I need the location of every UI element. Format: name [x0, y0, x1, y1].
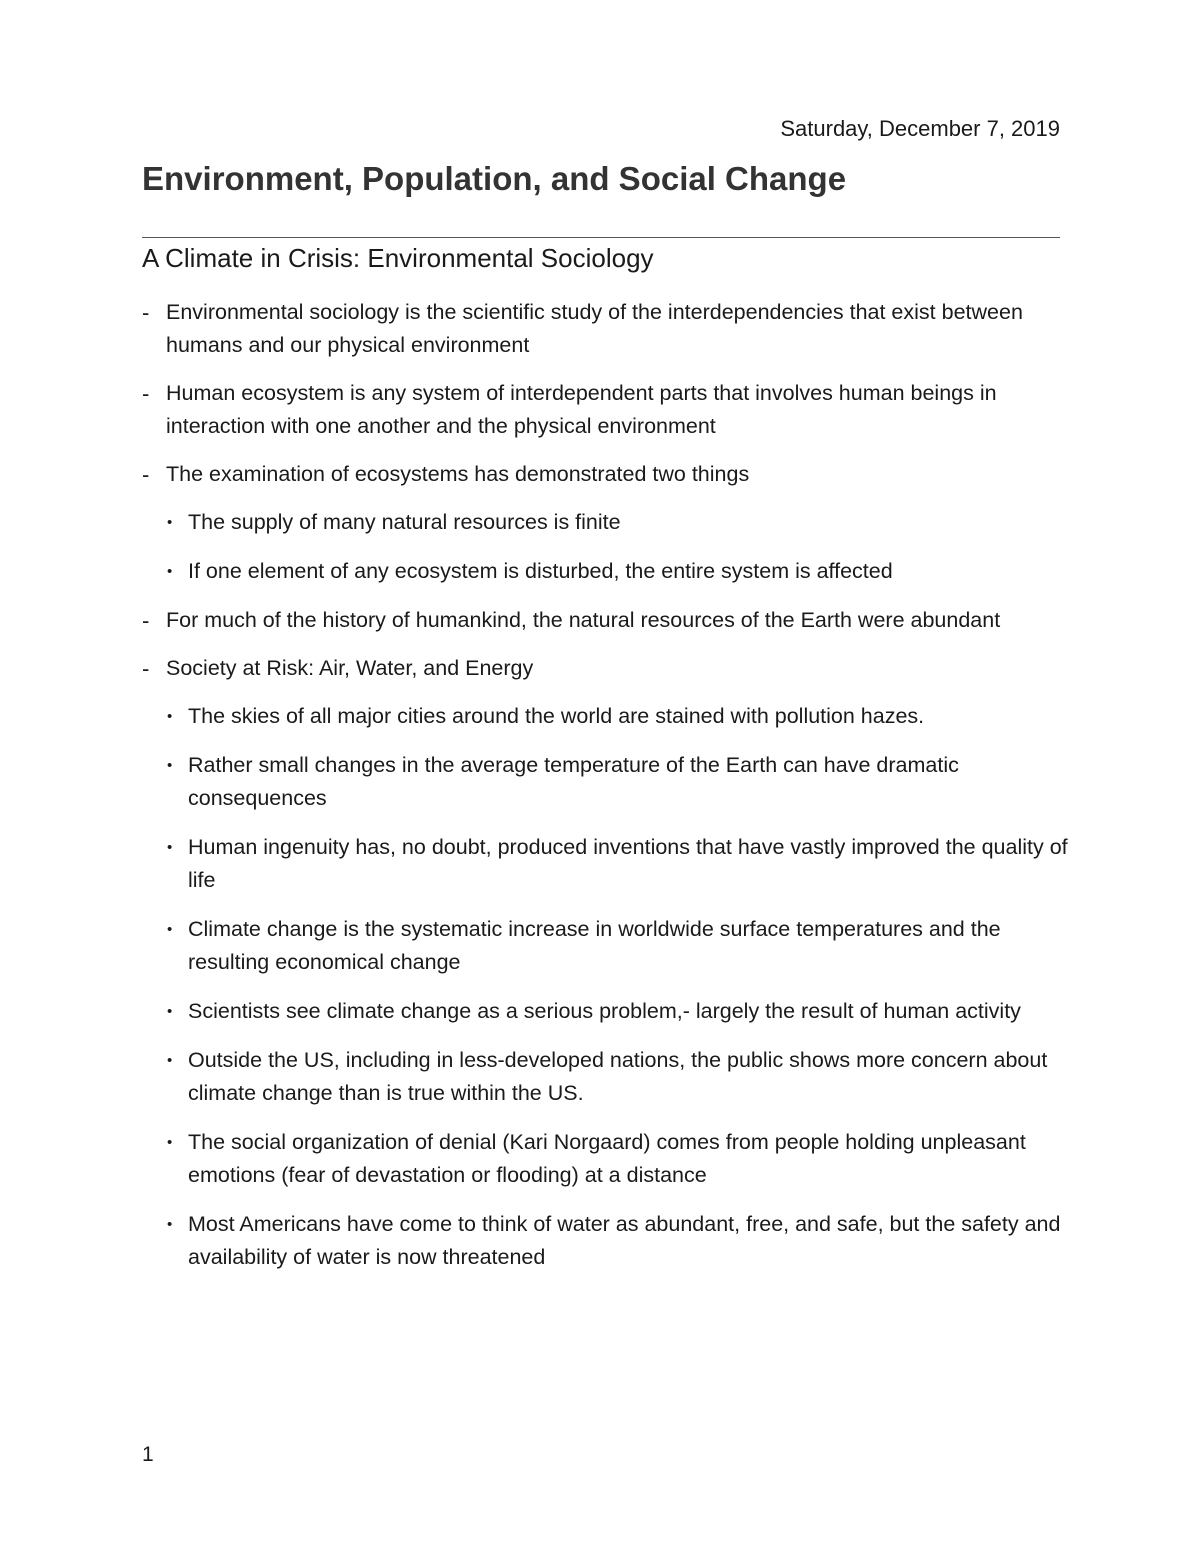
- outline-subitem: [142, 555, 1072, 588]
- outline-subitem: [142, 700, 1072, 733]
- outline-item: [142, 458, 1072, 491]
- document-date: Saturday, December 7, 2019: [780, 116, 1060, 141]
- outline-subitem: [142, 749, 1072, 815]
- bullet-marker: •: [167, 514, 173, 531]
- bullet-marker: •: [167, 1216, 173, 1233]
- outline-item: [142, 296, 1072, 362]
- bullet-marker: •: [167, 757, 173, 774]
- item-text: Human ecosystem is any system of interdependent parts that involves human beings in interaction with one another and the physical environment: [166, 381, 997, 438]
- outline-subitem: [142, 995, 1072, 1028]
- section-heading: A Climate in Crisis: Environmental Sociology: [142, 243, 654, 273]
- item-text: For much of the history of humankind, the natural resources of the Earth were abundant: [166, 608, 1001, 632]
- item-text: Scientists see climate change as a serious problem,- largely the result of human activity: [188, 999, 1021, 1023]
- item-text: If one element of any ecosystem is disturbed, the entire system is affected: [188, 559, 893, 583]
- item-text: Human ingenuity has, no doubt, produced inventions that have vastly improved the quality of life: [188, 835, 1068, 892]
- outline-subitem: [142, 1126, 1072, 1192]
- notes-outline: [142, 296, 1072, 1290]
- bullet-marker: •: [167, 839, 173, 856]
- item-text: The skies of all major cities around the world are stained with pollution hazes.: [188, 704, 925, 728]
- bullet-marker: •: [167, 1052, 173, 1069]
- item-text: The supply of many natural resources is finite: [188, 510, 621, 534]
- bullet-marker: •: [167, 563, 173, 580]
- dash-marker: -: [142, 608, 150, 633]
- dash-marker: -: [142, 300, 150, 325]
- dash-marker: -: [142, 656, 150, 681]
- bullet-marker: •: [167, 1003, 173, 1020]
- item-text: Outside the US, including in less-developed nations, the public shows more concern about climate change than is true within the US.: [188, 1048, 1048, 1105]
- outline-subitem: [142, 831, 1072, 897]
- outline-item: [142, 377, 1072, 443]
- outline-item: [142, 604, 1072, 637]
- outline-subitem: [142, 1044, 1072, 1110]
- page-title: Environment, Population, and Social Change: [142, 160, 847, 197]
- bullet-marker: •: [167, 1134, 173, 1151]
- outline-subitem: [142, 506, 1072, 539]
- item-text: The examination of ecosystems has demonstrated two things: [166, 462, 750, 486]
- outline-subitem: [142, 1208, 1072, 1274]
- outline-item: [142, 652, 1072, 685]
- dash-marker: -: [142, 462, 150, 487]
- item-text: Environmental sociology is the scientific study of the interdependencies that exist between humans and our physical environment: [166, 300, 1023, 357]
- title-divider: [142, 237, 1060, 238]
- page-number: 1: [142, 1443, 154, 1466]
- item-text: The social organization of denial (Kari Norgaard) comes from people holding unpleasant emotions (fear of devastation or flooding) at a distance: [188, 1130, 1026, 1187]
- item-text: Most Americans have come to think of water as abundant, free, and safe, but the safety and availability of water is now threatened: [188, 1212, 1061, 1269]
- outline-subitem: [142, 913, 1072, 979]
- item-text: Rather small changes in the average temperature of the Earth can have dramatic consequences: [188, 753, 959, 810]
- item-text: Climate change is the systematic increase in worldwide surface temperatures and the resulting economical change: [188, 917, 1001, 974]
- bullet-marker: •: [167, 921, 173, 938]
- dash-marker: -: [142, 381, 150, 406]
- item-text: Society at Risk: Air, Water, and Energy: [166, 656, 534, 680]
- bullet-marker: •: [167, 708, 173, 725]
